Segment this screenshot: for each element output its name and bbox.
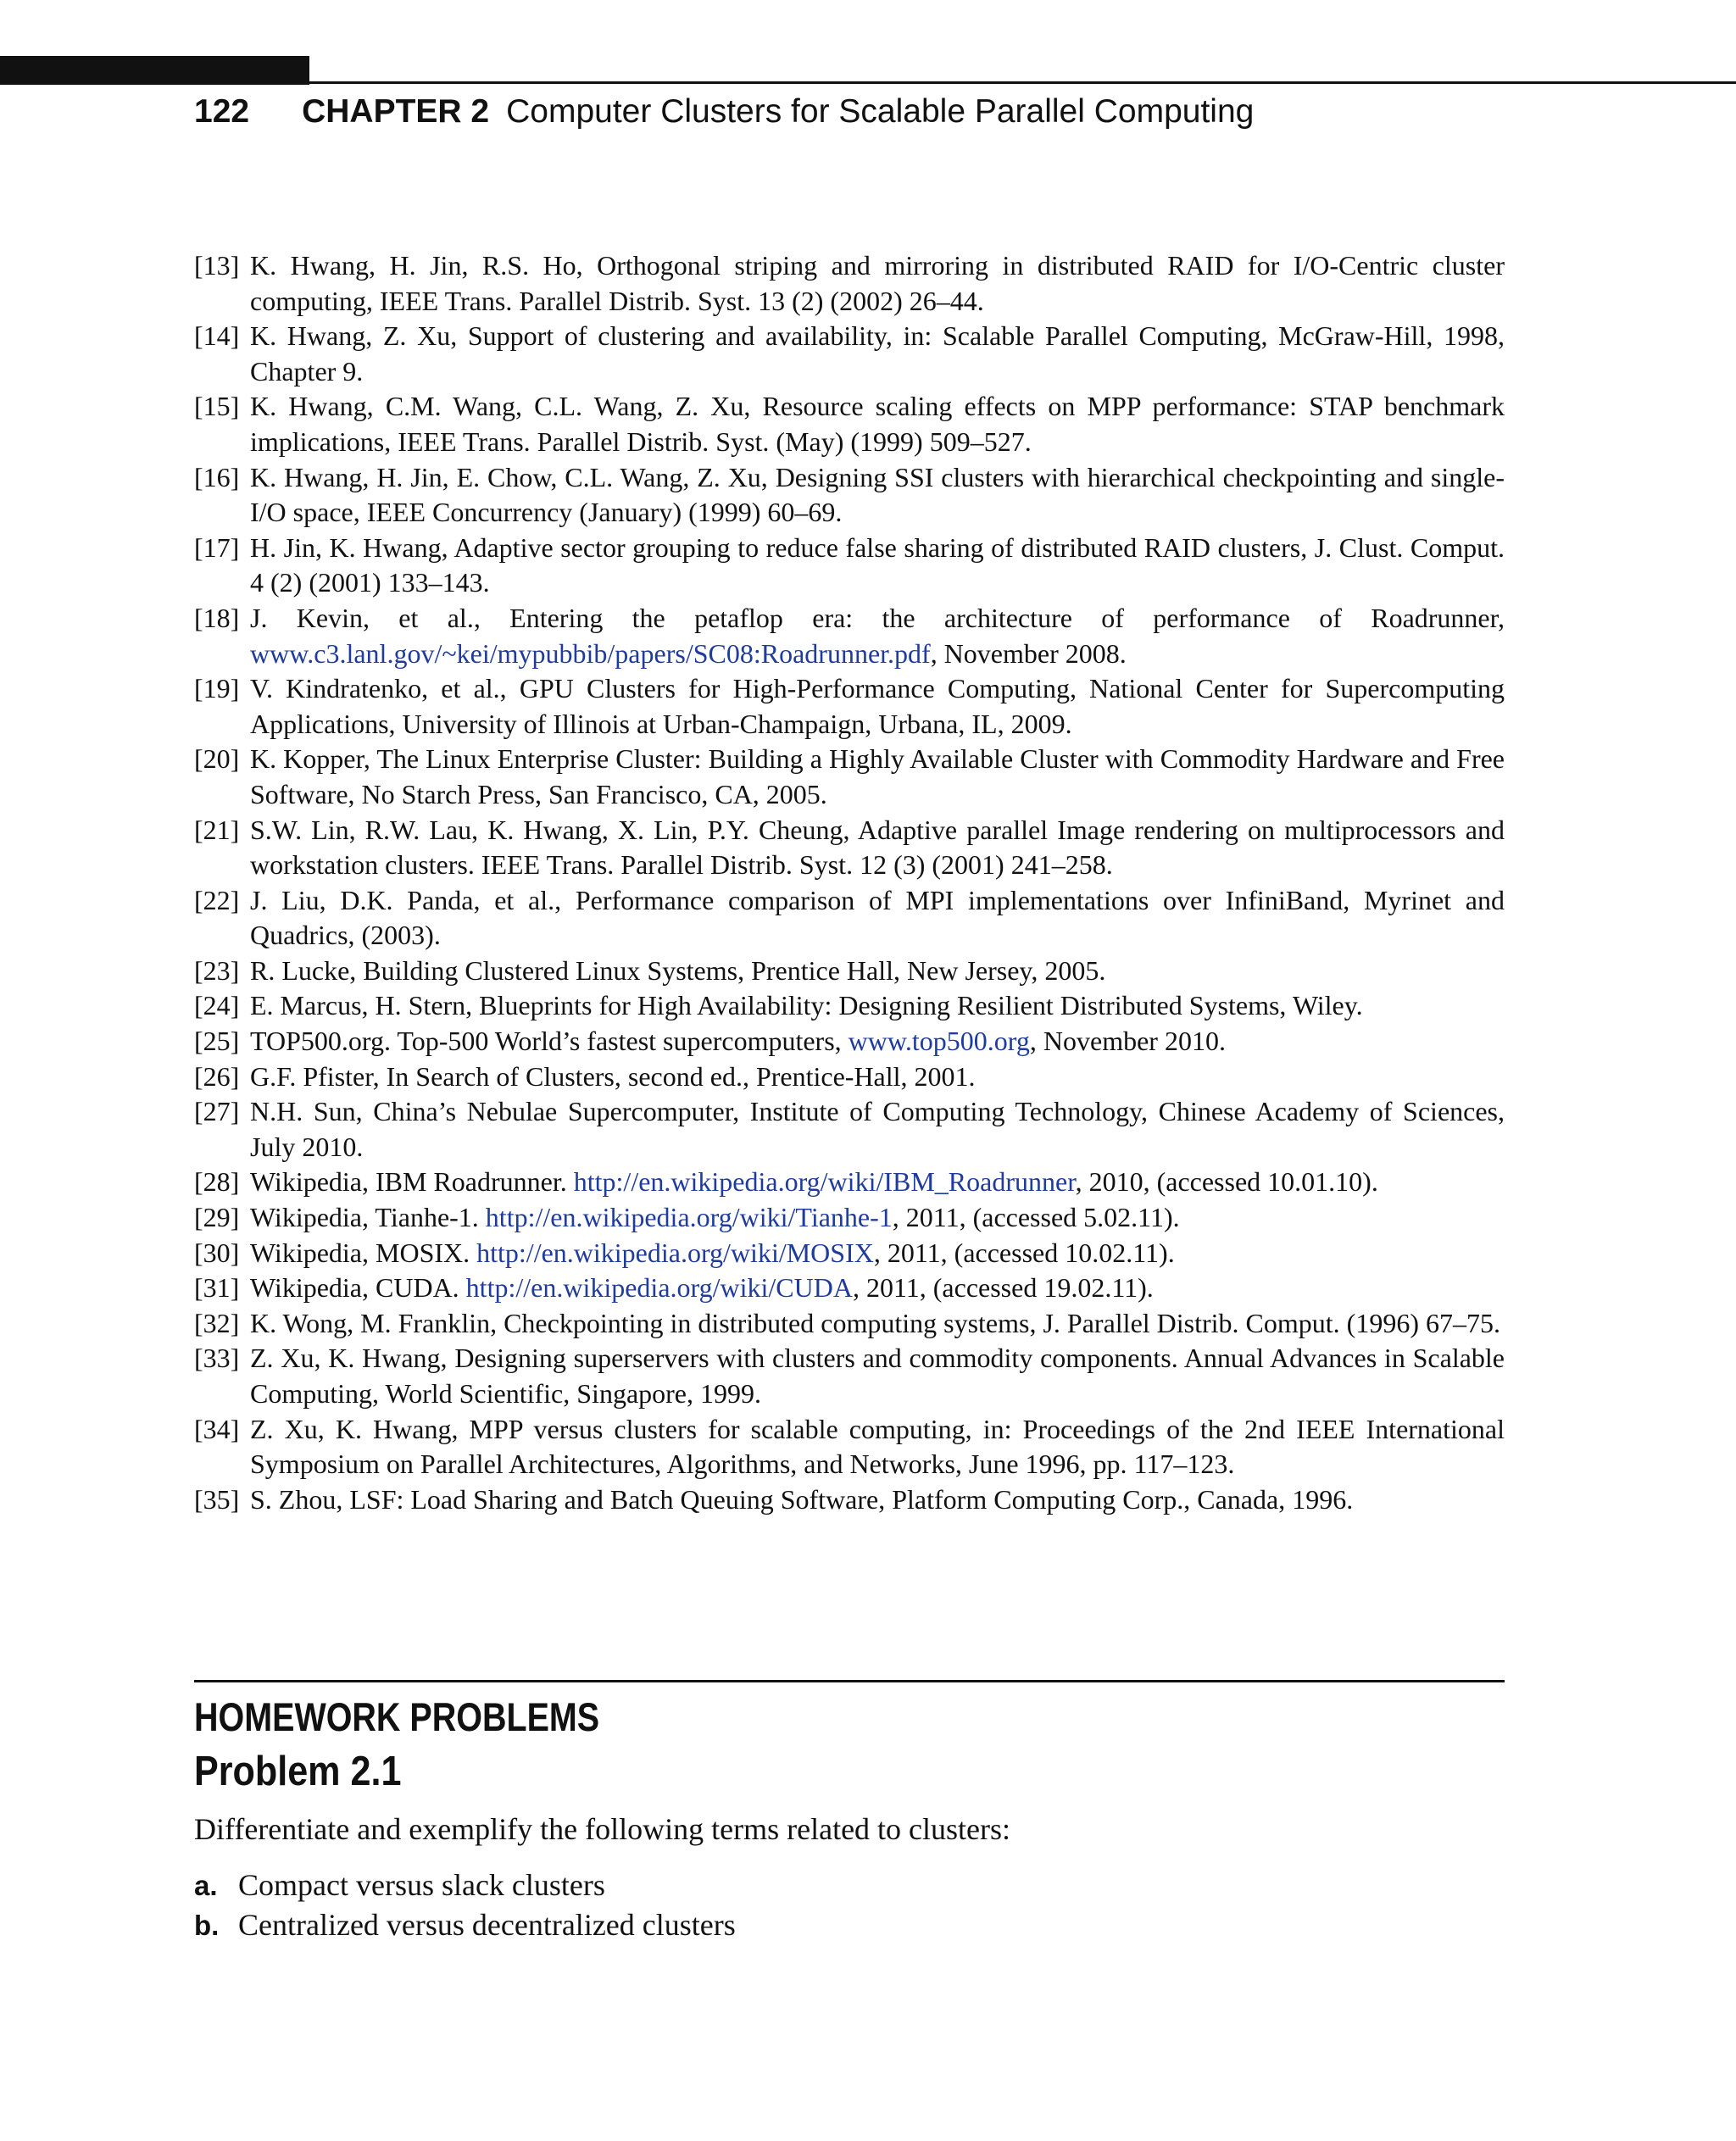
reference-number: [23]	[194, 954, 240, 986]
reference-item	[194, 1200, 1505, 1236]
reference-link[interactable]: http://en.wikipedia.org/wiki/MOSIX	[476, 1237, 874, 1268]
reference-item	[194, 883, 1505, 954]
reference-number: [13]	[194, 250, 240, 281]
reference-text: K. Hwang, H. Jin, E. Chow, C.L. Wang, Z. Xu, Designing SSI clusters with hierarchical checkpointing and single-I/O space, IEEE Concurrency (January) (1999) 60–69.	[250, 461, 1505, 528]
reference-link[interactable]: http://en.wikipedia.org/wiki/Tianhe-1	[485, 1202, 893, 1233]
reference-text: R. Lucke, Building Clustered Linux Systems, Prentice Hall, New Jersey, 2005.	[250, 954, 1106, 986]
reference-number: [25]	[194, 1026, 240, 1057]
reference-text: Wikipedia, MOSIX.	[250, 1237, 477, 1268]
reference-text: S.W. Lin, R.W. Lau, K. Hwang, X. Lin, P.Y. Cheung, Adaptive parallel Image rendering on multiprocessors and workstation clusters. IEEE Trans. Parallel Distrib. Syst. 12 (3) (2001) 241–258.	[250, 814, 1505, 881]
reference-number: [33]	[194, 1343, 240, 1374]
reference-number: [27]	[194, 1096, 240, 1127]
reference-text: J. Liu, D.K. Panda, et al., Performance comparison of MPI implementations over InfiniBand, Myrinet and Quadrics, (2003).	[250, 884, 1505, 951]
reference-item	[194, 1165, 1505, 1200]
reference-text: K. Hwang, C.M. Wang, C.L. Wang, Z. Xu, Resource scaling effects on MPP performance: STAP benchmark implications, IEEE Trans. Parallel Distrib. Syst. (May) (1999) 509–527.	[250, 391, 1505, 457]
reference-item	[194, 389, 1505, 459]
reference-text-suffix: , 2011, (accessed 19.02.11).	[852, 1272, 1154, 1304]
reference-number: [24]	[194, 990, 240, 1021]
reference-text-suffix: , 2011, (accessed 5.02.11).	[892, 1202, 1180, 1233]
reference-item	[194, 1271, 1505, 1306]
problem-item-letter: b.	[194, 1910, 220, 1941]
reference-number: [22]	[194, 884, 240, 915]
reference-link[interactable]: http://en.wikipedia.org/wiki/IBM_Roadrunner	[573, 1166, 1076, 1198]
reference-item	[194, 1412, 1505, 1482]
reference-number: [14]	[194, 320, 240, 352]
reference-number: [31]	[194, 1272, 240, 1304]
reference-text: Wikipedia, Tianhe-1.	[250, 1202, 486, 1233]
reference-text: H. Jin, K. Hwang, Adaptive sector grouping to reduce false sharing of distributed RAID clusters, J. Clust. Comput. 4 (2) (2001) 133–143.	[250, 531, 1505, 598]
reference-text-suffix: , 2010, (accessed 10.01.10).	[1075, 1166, 1378, 1198]
section-rule	[194, 1680, 1505, 1682]
reference-item	[194, 319, 1505, 389]
reference-text: S. Zhou, LSF: Load Sharing and Batch Queuing Software, Platform Computing Corp., Canada, 1996.	[250, 1483, 1354, 1515]
reference-text: Z. Xu, K. Hwang, Designing superservers with clusters and commodity components. Annual Advances in Scalable Computing, World Scientific, Singapore, 1999.	[250, 1343, 1505, 1409]
reference-number: [29]	[194, 1202, 240, 1233]
reference-text: N.H. Sun, China’s Nebulae Supercomputer, Institute of Computing Technology, Chinese Academy of Sciences, July 2010.	[250, 1096, 1505, 1162]
problem-item-text: Centralized versus decentralized clusters	[238, 1908, 736, 1942]
chapter-title: Computer Clusters for Scalable Parallel Computing	[506, 93, 1255, 130]
reference-text: E. Marcus, H. Stern, Blueprints for High Availability: Designing Resilient Distributed Systems, Wiley.	[250, 990, 1363, 1021]
reference-list	[194, 248, 1505, 1517]
reference-number: [15]	[194, 391, 240, 422]
reference-text-suffix: , 2011, (accessed 10.02.11).	[873, 1237, 1175, 1268]
reference-link[interactable]: www.top500.org	[848, 1026, 1030, 1057]
reference-number: [32]	[194, 1307, 240, 1338]
reference-number: [30]	[194, 1237, 240, 1268]
problem-title: Problem 2.1	[194, 1749, 402, 1794]
reference-item	[194, 1059, 1505, 1095]
reference-text: TOP500.org. Top-500 World’s fastest supercomputers,	[250, 1026, 849, 1057]
reference-text: V. Kindratenko, et al., GPU Clusters for High-Performance Computing, National Center for Supercomputing Applications, University of Illinois at Urban-Champaign, Urbana, IL, 2009.	[250, 673, 1505, 739]
reference-text: G.F. Pfister, In Search of Clusters, second ed., Prentice-Hall, 2001.	[250, 1060, 976, 1092]
reference-text-suffix: , November 2010.	[1029, 1026, 1226, 1057]
header-bar	[0, 56, 309, 85]
reference-item	[194, 1341, 1505, 1411]
reference-text: K. Hwang, H. Jin, R.S. Ho, Orthogonal striping and mirroring in distributed RAID for I/O-Centric cluster computing, IEEE Trans. Parallel Distrib. Syst. 13 (2) (2002) 26–44.	[250, 250, 1505, 316]
reference-number: [21]	[194, 814, 240, 845]
section-title: HOMEWORK PROBLEMS	[194, 1694, 600, 1739]
problem-item-letter: a.	[194, 1870, 218, 1901]
reference-text: Wikipedia, CUDA.	[250, 1272, 466, 1304]
page-number: 122	[194, 93, 250, 130]
chapter-label: CHAPTER 2	[302, 93, 490, 130]
reference-text: K. Wong, M. Franklin, Checkpointing in distributed computing systems, J. Parallel Distrib. Comput. (1996) 67–75.	[250, 1307, 1500, 1338]
reference-number: [20]	[194, 743, 240, 775]
reference-item	[194, 531, 1505, 601]
reference-number: [17]	[194, 531, 240, 563]
problem-prompt: Differentiate and exemplify the following terms related to clusters:	[194, 1812, 1011, 1846]
reference-text-suffix: , November 2008.	[930, 637, 1127, 669]
reference-item	[194, 1236, 1505, 1271]
reference-item	[194, 813, 1505, 883]
reference-item	[194, 248, 1505, 319]
reference-number: [35]	[194, 1483, 240, 1515]
reference-number: [28]	[194, 1166, 240, 1198]
problem-item	[194, 1866, 1505, 1905]
reference-number: [26]	[194, 1060, 240, 1092]
reference-link[interactable]: http://en.wikipedia.org/wiki/CUDA	[465, 1272, 853, 1304]
reference-item	[194, 1306, 1505, 1342]
reference-text: K. Kopper, The Linux Enterprise Cluster: Building a Highly Available Cluster with Commodity Hardware and Free Software, No Starch Press, San Francisco, CA, 2005.	[250, 743, 1505, 809]
reference-item	[194, 460, 1505, 531]
reference-text: Z. Xu, K. Hwang, MPP versus clusters for scalable computing, in: Proceedings of the 2nd IEEE International Symposium on Parallel Architectures, Algorithms, and Networks, June 1996, pp. 117–123.	[250, 1413, 1505, 1480]
problem-item-text: Compact versus slack clusters	[238, 1868, 605, 1902]
reference-number: [18]	[194, 602, 240, 633]
reference-number: [19]	[194, 673, 240, 704]
running-head	[194, 93, 1254, 144]
reference-item	[194, 742, 1505, 812]
reference-text: Wikipedia, IBM Roadrunner.	[250, 1166, 574, 1198]
reference-link[interactable]: www.c3.lanl.gov/~kei/mypubbib/papers/SC08:Roadrunner.pdf	[250, 637, 931, 669]
reference-item	[194, 671, 1505, 742]
reference-number: [34]	[194, 1413, 240, 1444]
problem-items	[194, 1866, 1505, 1945]
reference-item	[194, 988, 1505, 1024]
problem-item	[194, 1905, 1505, 1945]
reference-item	[194, 1482, 1505, 1518]
reference-item	[194, 601, 1505, 671]
reference-item	[194, 1094, 1505, 1165]
header-rule	[309, 81, 1736, 84]
reference-item	[194, 954, 1505, 989]
reference-number: [16]	[194, 461, 240, 492]
reference-item	[194, 1024, 1505, 1059]
reference-text: K. Hwang, Z. Xu, Support of clustering and availability, in: Scalable Parallel Computing, McGraw-Hill, 1998, Chapter 9.	[250, 320, 1505, 386]
reference-text: J. Kevin, et al., Entering the petaflop era: the architecture of performance of Roadrunner,	[250, 602, 1505, 633]
